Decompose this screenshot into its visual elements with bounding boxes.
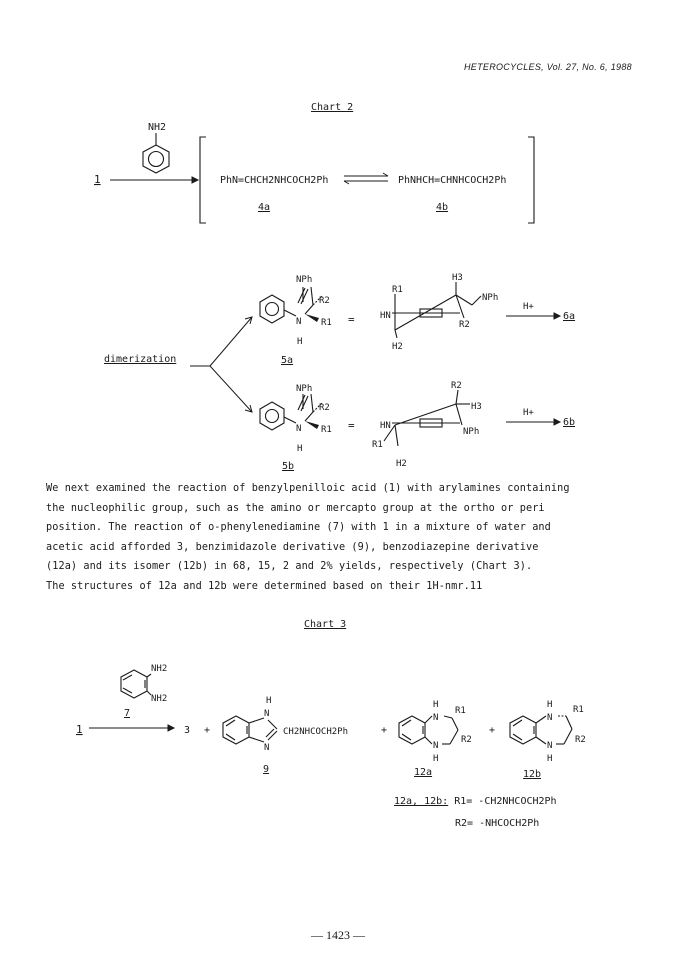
- chart3-start-1: 1: [76, 723, 83, 736]
- 5a-equals: =: [348, 313, 355, 326]
- 9-sidechain: CH2NHCOCH2Ph: [283, 727, 349, 737]
- 12b-r2: R2: [575, 735, 586, 745]
- compound-1-label: 1: [94, 173, 101, 186]
- chart2-title: Chart 2: [311, 102, 354, 113]
- phenylenediamine-structure: [121, 670, 151, 698]
- label-5a: 5a: [281, 355, 294, 366]
- persp-5a-h3: H3: [452, 273, 463, 283]
- dimerization-label: dimerization: [104, 354, 177, 365]
- 12a-r1: R1: [455, 706, 466, 716]
- 5b-r1: R1: [321, 425, 332, 435]
- chart2-scheme: [0, 0, 676, 480]
- 5a-h: H: [297, 337, 303, 347]
- body-paragraph: [46, 479, 570, 597]
- 5a-r2: R2: [319, 296, 330, 306]
- product-6a: 6a: [563, 311, 576, 322]
- 12a-h-top: H: [433, 700, 439, 710]
- 9-h: H: [266, 696, 272, 706]
- 12b-n-top: N: [547, 713, 553, 723]
- journal-header: HETEROCYCLES, Vol. 27, No. 6, 1988: [464, 62, 632, 72]
- persp-5a-nph: NPh: [482, 293, 499, 303]
- body-line-3: position. The reaction of o-phenylenediamine (7) with 1 in a mixture of water and: [46, 522, 551, 534]
- product-3: 3: [184, 725, 191, 736]
- label-4a: 4a: [258, 202, 271, 213]
- 12b-n-bottom: N: [547, 741, 553, 751]
- body-line-4: acetic acid afforded 3, benzimidazole derivative (9), benzodiazepine derivative: [46, 541, 539, 553]
- persp-5b-r1: R1: [372, 440, 383, 450]
- label-9: 9: [263, 764, 270, 775]
- chart3-scheme: [0, 640, 676, 860]
- 9-n-bottom: N: [264, 743, 270, 753]
- product-6b: 6b: [563, 417, 576, 428]
- 12a-h-bottom: H: [433, 754, 439, 764]
- reagent-7: 7: [124, 708, 131, 719]
- 12a-n-bottom: N: [433, 741, 439, 751]
- persp-5a-h2: H2: [392, 342, 403, 352]
- 5b-nph: NPh: [296, 384, 313, 394]
- def-labels: 12a, 12b:: [394, 796, 449, 807]
- body-line-5: (12a) and its isomer (12b) in 68, 15, 2 and 2% yields, respectively (Chart 3).: [46, 561, 533, 573]
- 5b-r2: R2: [319, 403, 330, 413]
- page-number: — 1423 —: [311, 928, 365, 942]
- 12b-r1: R1: [573, 705, 584, 715]
- benzodiazepine-12a: [399, 716, 458, 744]
- equilibrium-arrows: [344, 173, 388, 184]
- r-definition-2: R2= -NHCOCH2Ph: [455, 818, 540, 829]
- body-line-2: the nucleophilic group, such as the amino or mercapto group at the ortho or peri: [46, 502, 545, 514]
- 5b-n: N: [296, 424, 302, 434]
- persp-5b-r2: R2: [451, 381, 462, 391]
- 9-n-top: N: [264, 709, 270, 719]
- 5a-nph: NPh: [296, 275, 313, 285]
- aniline-nh2: NH2: [148, 122, 167, 133]
- persp-5b-hn: HN: [380, 421, 391, 431]
- 12b-h-bottom: H: [547, 754, 553, 764]
- plus-2: +: [381, 725, 388, 736]
- 12a-r2: R2: [461, 735, 472, 745]
- persp-5a-r1: R1: [392, 285, 403, 295]
- benzimidazole-9: [223, 716, 277, 744]
- persp-5b-h2: H2: [396, 459, 407, 469]
- plus-3: +: [489, 725, 496, 736]
- 5a-n: N: [296, 317, 302, 327]
- persp-5b-nph: NPh: [463, 427, 480, 437]
- aniline-structure: [143, 133, 169, 173]
- acid-5a: H+: [523, 302, 534, 312]
- benzodiazepine-12b: [510, 716, 572, 744]
- enamine-4b: PhNHCH=CHNHCOCH2Ph: [398, 175, 507, 186]
- def-r1: R1= -CH2NHCOCH2Ph: [454, 796, 557, 807]
- label-5b: 5b: [282, 461, 295, 472]
- body-line-6: The structures of 12a and 12b were determined based on their 1H-nmr.11: [46, 580, 483, 592]
- 5a-r1: R1: [321, 318, 332, 328]
- plus-1: +: [204, 725, 211, 736]
- persp-5b-h3: H3: [471, 402, 482, 412]
- 12a-n-top: N: [433, 713, 439, 723]
- body-line-1: We next examined the reaction of benzylpenilloic acid (1) with arylamines containing: [46, 483, 570, 494]
- imine-4a: PhN=CHCH2NHCOCH2Ph: [220, 175, 329, 186]
- persp-5a-r2: R2: [459, 320, 470, 330]
- 12b-h-top: H: [547, 700, 553, 710]
- persp-5a-hn: HN: [380, 311, 391, 321]
- label-12a: 12a: [414, 767, 433, 778]
- r-definition-1: [394, 796, 557, 807]
- 5b-equals: =: [348, 419, 355, 432]
- opd-nh2-bottom: NH2: [151, 694, 168, 704]
- opd-nh2-top: NH2: [151, 664, 168, 674]
- label-12b: 12b: [523, 769, 542, 780]
- 5b-h: H: [297, 444, 303, 454]
- perspective-5b: [384, 390, 470, 446]
- chart3-title: Chart 3: [304, 619, 347, 630]
- acid-5b: H+: [523, 408, 534, 418]
- dimerization-arrows: [190, 317, 252, 412]
- label-4b: 4b: [436, 202, 449, 213]
